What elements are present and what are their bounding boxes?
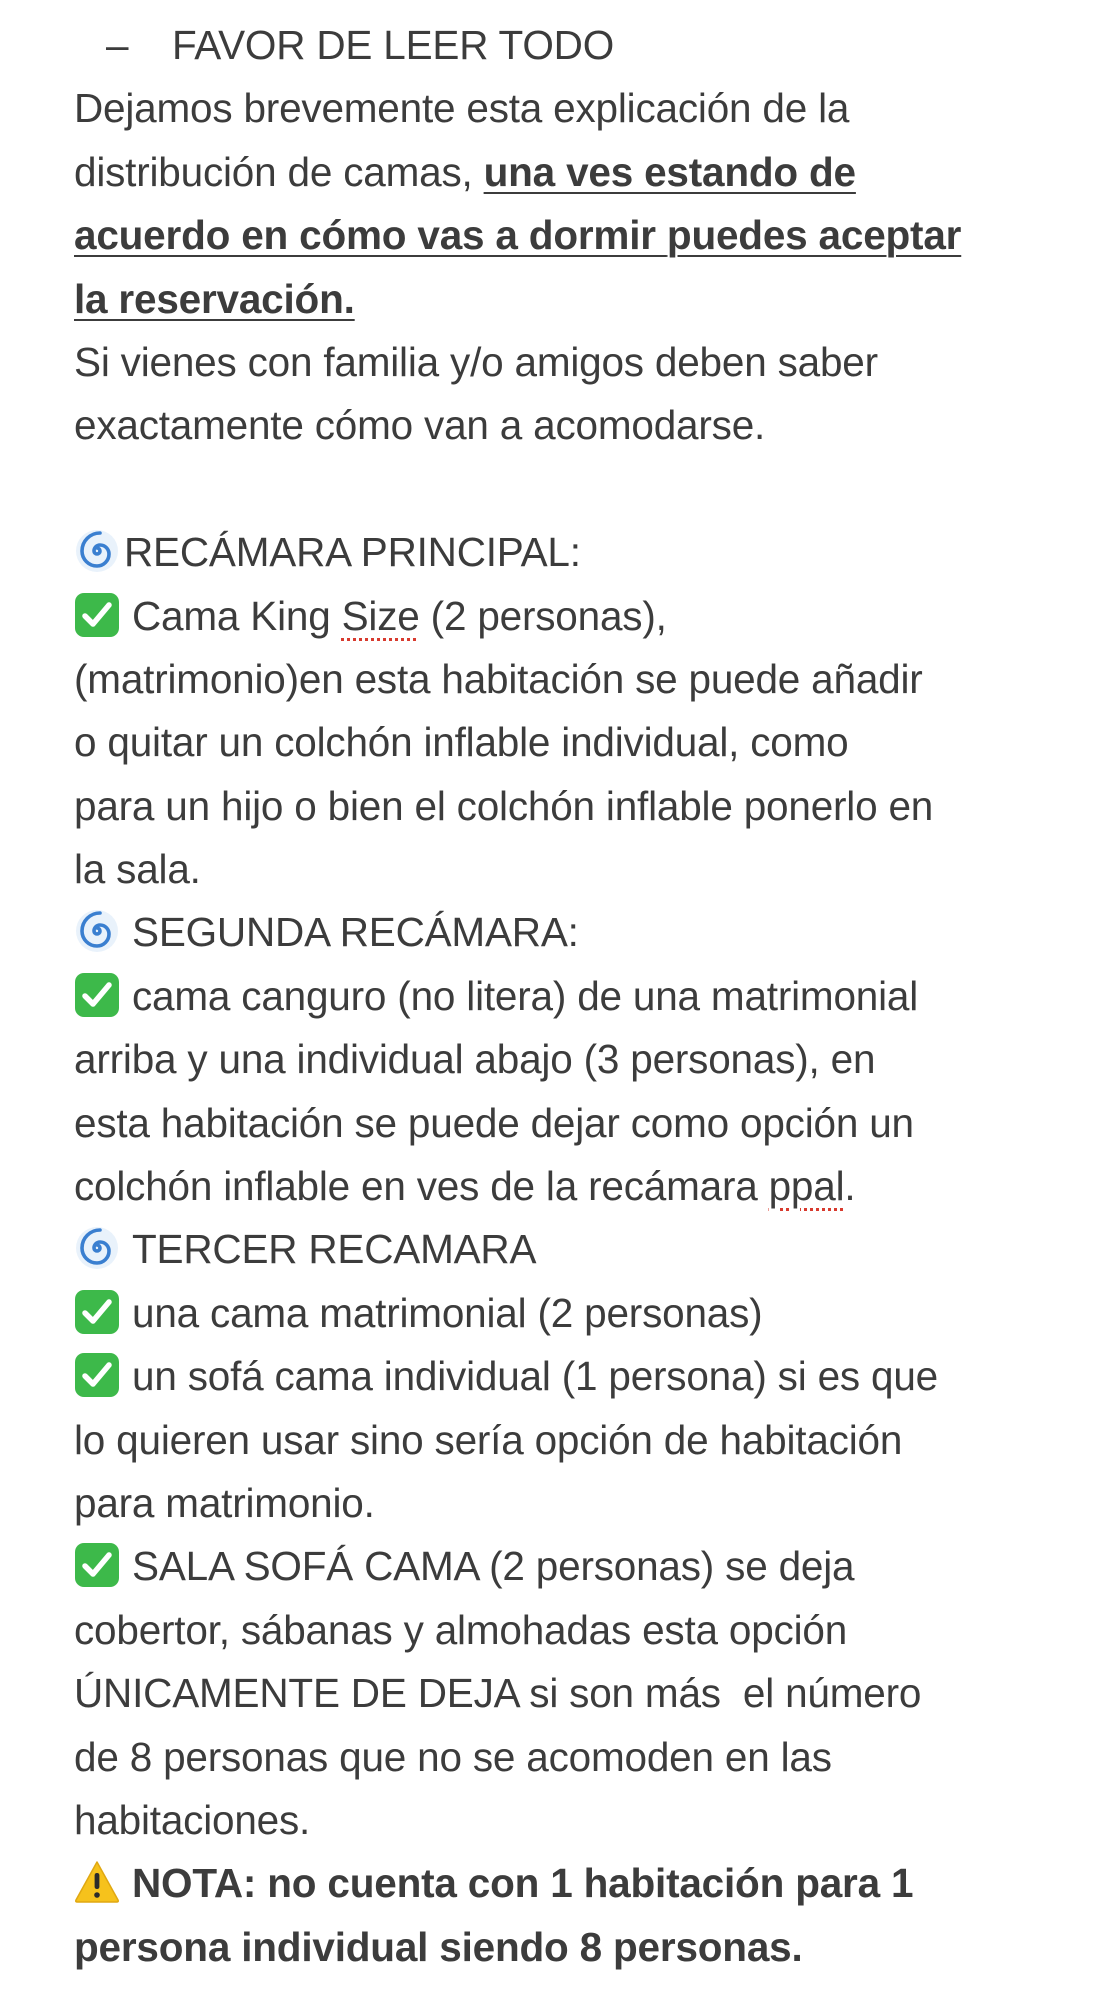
room1-line-4 xyxy=(74,775,1074,838)
room3-title: TERCER RECAMARA xyxy=(132,1226,537,1273)
intro-line-3 xyxy=(74,204,1074,267)
room2-line-4 xyxy=(74,1155,1074,1218)
cyclone-icon xyxy=(74,908,120,954)
spellcheck-word: Size xyxy=(341,592,420,639)
room2-text: cama canguro (no litera) de una matrimonial xyxy=(132,972,919,1019)
sala-line-4 xyxy=(74,1726,1074,1789)
room1-title: RECÁMARA PRINCIPAL: xyxy=(124,529,581,576)
intro-line-5 xyxy=(74,331,1074,394)
document-body xyxy=(74,14,1074,1979)
room3-item-2-line-1 xyxy=(74,1345,1074,1408)
note-text: persona individual siendo 8 personas. xyxy=(74,1923,803,1970)
room3-title-line xyxy=(74,1218,1074,1281)
room2-title: SEGUNDA RECÁMARA: xyxy=(132,909,579,956)
room2-text: arriba y una individual abajo (3 personas), en xyxy=(74,1036,876,1083)
note-text: NOTA: no cuenta con 1 habitación para 1 xyxy=(132,1860,914,1907)
blank-line xyxy=(74,458,1074,521)
check-mark-button-icon xyxy=(74,1352,120,1398)
cyclone-icon xyxy=(74,1225,120,1271)
sala-line-1 xyxy=(74,1535,1074,1598)
intro-text: distribución de camas, xyxy=(74,148,484,195)
sala-line-2 xyxy=(74,1599,1074,1662)
sala-line-5 xyxy=(74,1789,1074,1852)
room2-text: . xyxy=(844,1163,856,1210)
check-mark-button-icon xyxy=(74,1289,120,1335)
note-line-2 xyxy=(74,1916,1074,1979)
warning-icon xyxy=(74,1859,120,1905)
sala-text: de 8 personas que no se acomoden en las xyxy=(74,1733,832,1780)
room1-text: para un hijo o bien el colchón inflable ponerlo en xyxy=(74,782,934,829)
room3-text: una cama matrimonial (2 personas) xyxy=(132,1289,763,1336)
intro-emphasis: puedes aceptar xyxy=(666,212,962,259)
heading-line xyxy=(74,14,1074,77)
room3-item-2-line-2 xyxy=(74,1409,1074,1472)
room3-item-2-line-3 xyxy=(74,1472,1074,1535)
room1-line-5 xyxy=(74,838,1074,901)
cyclone-icon xyxy=(74,528,120,574)
room2-text: esta habitación se puede dejar como opción un xyxy=(74,1099,914,1146)
room3-item-1 xyxy=(74,1282,1074,1345)
sala-text: ÚNICAMENTE DE DEJA si son más el número xyxy=(74,1670,922,1717)
room1-text: o quitar un colchón inflable individual, como xyxy=(74,719,849,766)
room1-text: Cama King xyxy=(132,592,342,639)
intro-text: Dejamos brevemente esta explicación de la xyxy=(74,85,850,132)
sala-text: cobertor, sábanas y almohadas esta opción xyxy=(74,1606,848,1653)
room3-text: lo quieren usar sino sería opción de habitación xyxy=(74,1416,903,1463)
check-mark-button-icon xyxy=(74,592,120,638)
intro-line-2 xyxy=(74,141,1074,204)
room1-title-line xyxy=(74,521,1074,584)
room2-text: colchón inflable en ves de la recámara xyxy=(74,1163,769,1210)
room3-text: para matrimonio. xyxy=(74,1479,375,1526)
bullet-dash: – xyxy=(106,22,129,68)
intro-line-1 xyxy=(74,77,1074,140)
room3-text: un sofá cama individual (1 persona) si es que xyxy=(132,1353,938,1400)
intro-line-4 xyxy=(74,268,1074,331)
sala-text: SALA SOFÁ CAMA (2 personas) se deja xyxy=(132,1543,855,1590)
intro-line-6 xyxy=(74,394,1074,457)
room1-text: (2 personas), xyxy=(419,592,667,639)
intro-emphasis: la reservación. xyxy=(74,275,355,322)
room1-text: la sala. xyxy=(74,846,201,893)
room1-line-2 xyxy=(74,648,1074,711)
sala-text: habitaciones. xyxy=(74,1796,311,1843)
heading: FAVOR DE LEER TODO xyxy=(172,22,615,68)
room2-line-3 xyxy=(74,1092,1074,1155)
intro-text: Si vienes con familia y/o amigos deben saber xyxy=(74,338,878,385)
room1-line-3 xyxy=(74,711,1074,774)
room2-title-line xyxy=(74,901,1074,964)
room1-line-1 xyxy=(74,585,1074,648)
intro-emphasis: una ves estando de xyxy=(483,148,856,195)
note-line-1 xyxy=(74,1852,1074,1915)
room1-text: (matrimonio)en esta habitación se puede añadir xyxy=(74,655,923,702)
check-mark-button-icon xyxy=(74,972,120,1018)
room2-line-1 xyxy=(74,965,1074,1028)
intro-emphasis: acuerdo en cómo vas a dormir xyxy=(74,212,667,259)
check-mark-button-icon xyxy=(74,1542,120,1588)
intro-text: exactamente cómo van a acomodarse. xyxy=(74,402,766,449)
room2-line-2 xyxy=(74,1028,1074,1091)
sala-line-3 xyxy=(74,1662,1074,1725)
spellcheck-word: ppal xyxy=(768,1163,845,1210)
